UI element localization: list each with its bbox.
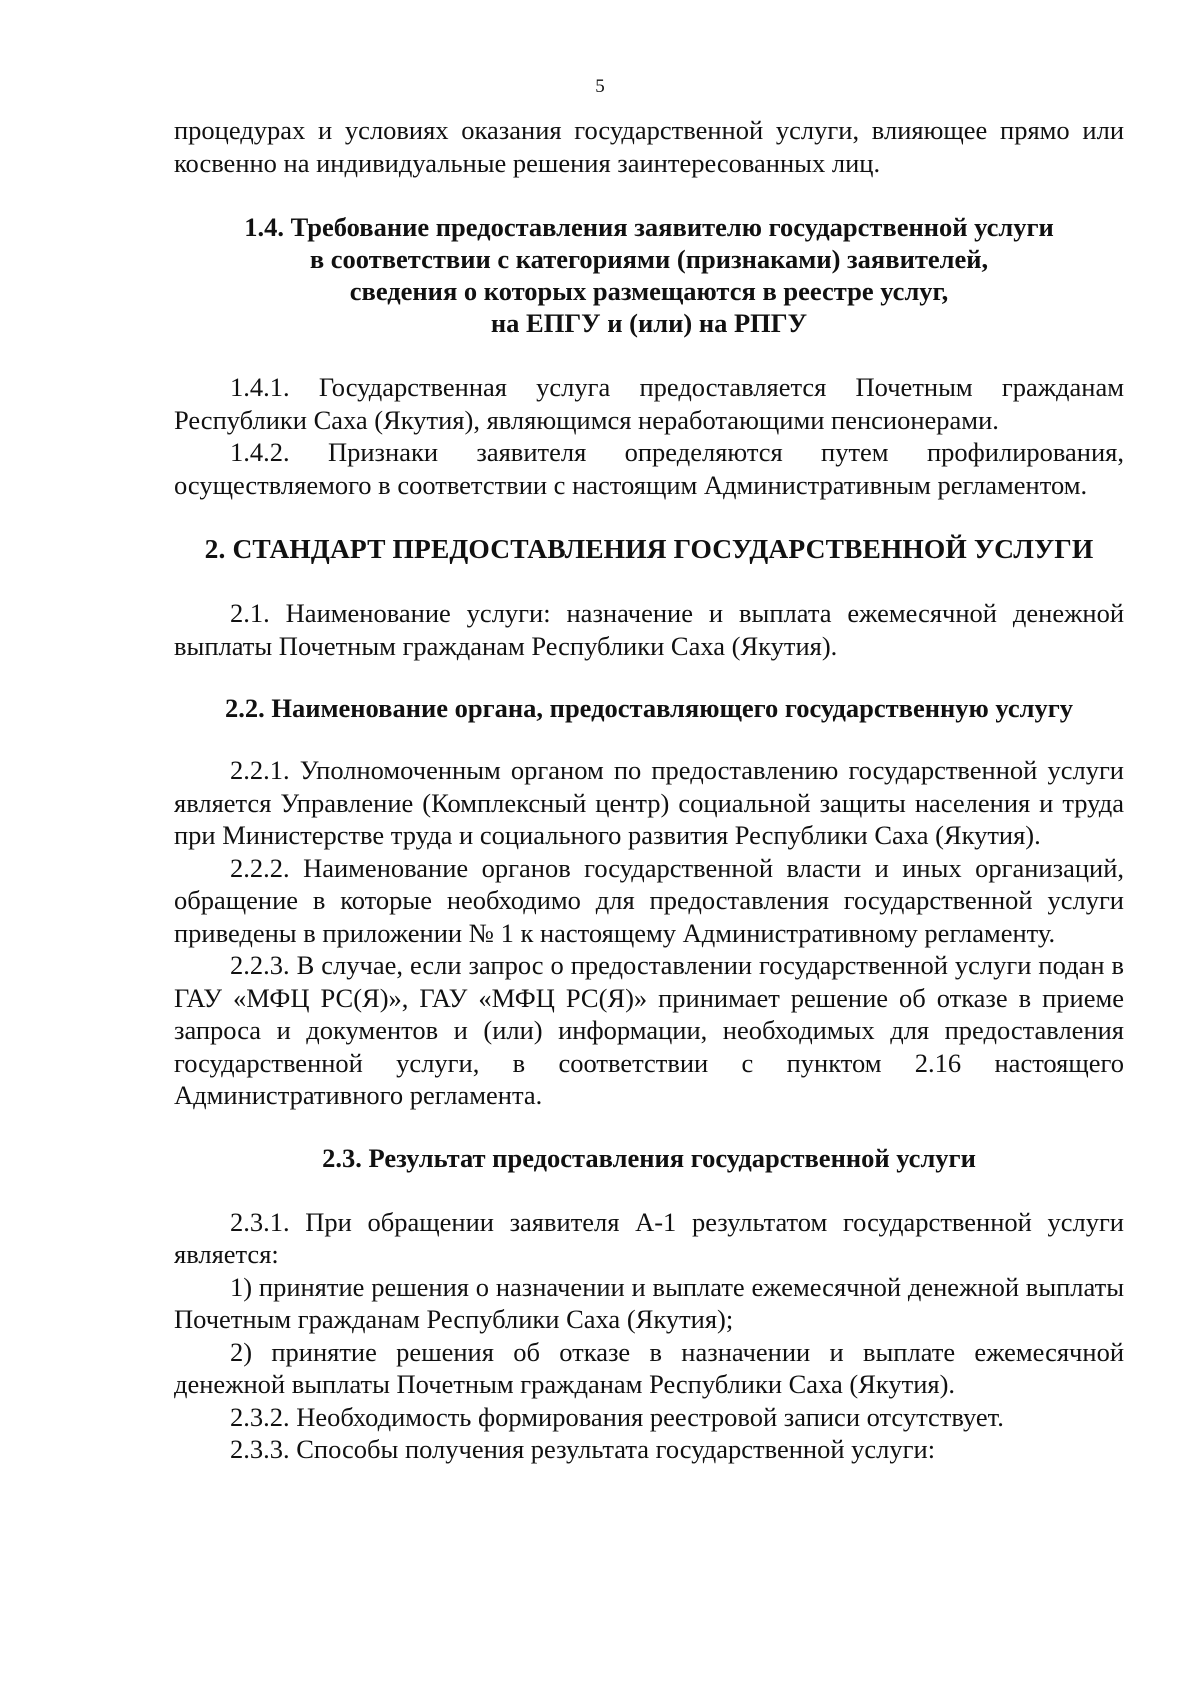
paragraph-2-3-1-item-1: 1) принятие решения о назначении и выплате ежемесячной денежной выплаты Почетным гражданам Республики Саха (Якутия);	[174, 1271, 1124, 1334]
heading-1-4-line-3: сведения о которых размещаются в реестре услуг,	[349, 276, 949, 306]
page-content	[174, 114, 1124, 1466]
heading-1-4-line-4: на ЕПГУ и (или) на РПГУ	[490, 308, 808, 338]
paragraph-2-3-2: 2.3.2. Необходимость формирования реестровой записи отсутствует.	[230, 1401, 1004, 1432]
heading-1-4-line-2: в соответствии с категориями (признаками) заявителей,	[309, 244, 989, 274]
heading-2-3: 2.3. Результат предоставления государственной услуги	[322, 1142, 976, 1173]
heading-1-4-line-1: 1.4. Требование предоставления заявителю государственной услуги	[244, 212, 1054, 242]
paragraph-2-3-1-item-2: 2) принятие решения об отказе в назначении и выплате ежемесячной денежной выплаты Почетным гражданам Республики Саха (Якутия).	[174, 1336, 1124, 1399]
paragraph-2-2-3: 2.2.3. В случае, если запрос о предоставлении государственной услуги подан в ГАУ «МФЦ РС(Я)», ГАУ «МФЦ РС(Я)» принимает решение об отказе в приеме запроса и документов и (или) информации, необходимых для предоставления государственной услуги, в соответствии с пунктом 2.16 настоящего Административного регламента.	[174, 950, 1124, 1110]
paragraph-2-1: 2.1. Наименование услуги: назначение и выплата ежемесячной денежной выплаты Почетным гражданам Республики Саха (Якутия).	[174, 598, 1124, 661]
paragraph-2-2-2: 2.2.2. Наименование органов государственной власти и иных организаций, обращение в которые необходимо для предоставления государственной услуги приведены в приложении № 1 к настоящему Административному регламенту.	[174, 852, 1124, 948]
paragraph-2-3-3: 2.3.3. Способы получения результата государственной услуги:	[230, 1434, 936, 1464]
heading-1-4	[174, 211, 1124, 339]
heading-2-standard: 2. СТАНДАРТ ПРЕДОСТАВЛЕНИЯ ГОСУДАРСТВЕННОЙ УСЛУГИ	[204, 533, 1094, 564]
paragraph-intro-continuation: процедурах и условиях оказания государственной услуги, влияющее прямо или косвенно на индивидуальные решения заинтересованных лиц.	[174, 115, 1124, 178]
page-number: 5	[595, 76, 605, 97]
paragraph-1-4-2: 1.4.2. Признаки заявителя определяются путем профилирования, осуществляемого в соответствии с настоящим Административным регламентом.	[174, 437, 1124, 500]
heading-2-2: 2.2. Наименование органа, предоставляющего государственную услугу	[224, 693, 1074, 723]
paragraph-2-2-1: 2.2.1. Уполномоченным органом по предоставлению государственной услуги является Управление (Комплексный центр) социальной защиты населения и труда при Министерстве труда и социального развития Республики Саха (Якутия).	[174, 755, 1124, 850]
paragraph-1-4-1: 1.4.1. Государственная услуга предоставляется Почетным гражданам Республики Саха (Якутия), являющимся неработающими пенсионерами.	[174, 372, 1124, 435]
paragraph-2-3-1: 2.3.1. При обращении заявителя А-1 результатом государственной услуги является:	[174, 1206, 1124, 1269]
